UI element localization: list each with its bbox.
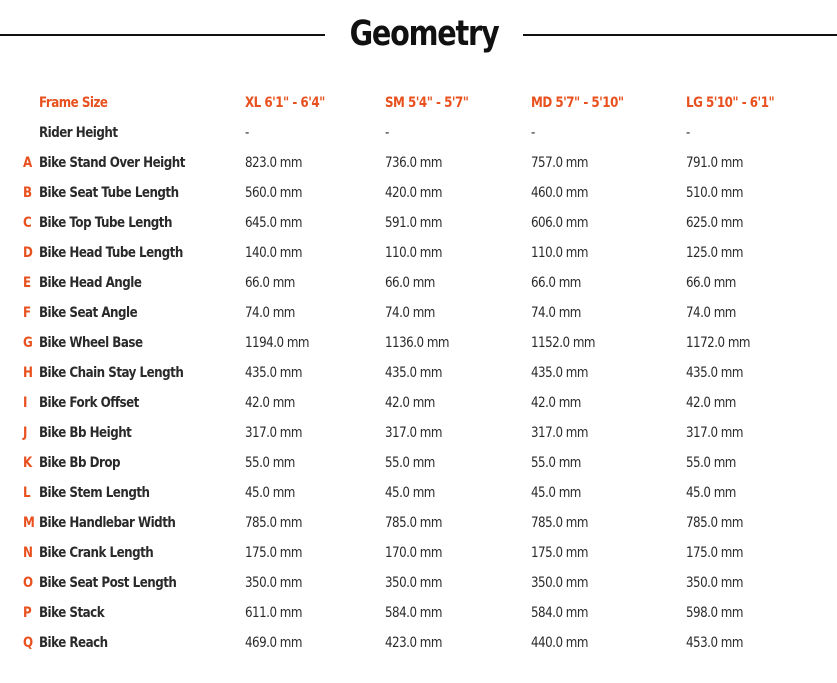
row-value: 66.0 mm [686,275,736,291]
table-row [0,148,837,178]
row-value: 45.0 mm [531,485,581,501]
row-value: 45.0 mm [385,485,435,501]
row-letter: J [23,425,27,441]
row-value: 1152.0 mm [531,335,596,351]
frame-size-label: Frame Size [39,95,108,111]
row-value: 611.0 mm [245,605,302,621]
table-header-row [0,88,837,118]
row-value: 823.0 mm [245,155,302,171]
row-value: 175.0 mm [686,545,743,561]
row-value: 140.0 mm [245,245,302,261]
row-value: 460.0 mm [531,185,588,201]
row-value: 423.0 mm [385,635,442,651]
table-row [0,118,837,148]
row-letter: O [23,575,33,591]
row-label: Bike Seat Tube Length [39,185,179,201]
row-value: - [531,125,535,141]
row-value: 350.0 mm [245,575,302,591]
row-letter: P [23,605,32,621]
table-row [0,478,837,508]
size-header-md: MD 5'7" - 5'10" [531,95,624,111]
table-row [0,268,837,298]
row-label: Bike Head Tube Length [39,245,183,261]
table-row [0,358,837,388]
row-letter: N [23,545,33,561]
row-value: 66.0 mm [385,275,435,291]
row-value: 74.0 mm [385,305,435,321]
row-value: 45.0 mm [686,485,736,501]
row-letter: C [23,215,32,231]
title-divider-right [523,34,837,36]
row-label: Bike Head Angle [39,275,142,291]
row-value: - [245,125,249,141]
row-label: Bike Crank Length [39,545,154,561]
row-value: 55.0 mm [245,455,295,471]
table-row [0,538,837,568]
row-label: Bike Stack [39,605,105,621]
row-value: 785.0 mm [385,515,442,531]
row-value: 785.0 mm [686,515,743,531]
row-value: 74.0 mm [686,305,736,321]
row-value: 350.0 mm [385,575,442,591]
row-value: 440.0 mm [531,635,588,651]
page-title: Geometry [349,14,499,54]
row-value: 45.0 mm [245,485,295,501]
row-value: 317.0 mm [385,425,442,441]
row-letter: I [23,395,27,411]
row-label: Rider Height [39,125,118,141]
row-value: 55.0 mm [686,455,736,471]
row-value: 42.0 mm [531,395,581,411]
row-label: Bike Seat Post Length [39,575,177,591]
row-value: 350.0 mm [531,575,588,591]
row-value: 791.0 mm [686,155,743,171]
row-value: 317.0 mm [531,425,588,441]
table-row [0,238,837,268]
row-label: Bike Bb Drop [39,455,121,471]
row-value: 66.0 mm [245,275,295,291]
row-value: 1136.0 mm [385,335,450,351]
table-row [0,178,837,208]
row-letter: M [23,515,35,531]
table-row [0,388,837,418]
row-value: 74.0 mm [531,305,581,321]
row-value: 55.0 mm [531,455,581,471]
row-value: 584.0 mm [385,605,442,621]
size-header-lg: LG 5'10" - 6'1" [686,95,775,111]
table-body [0,118,837,658]
row-value: - [385,125,389,141]
table-row [0,448,837,478]
row-letter: K [23,455,32,471]
row-letter: F [23,305,31,321]
row-value: 42.0 mm [385,395,435,411]
row-value: 175.0 mm [531,545,588,561]
row-label: Bike Seat Angle [39,305,138,321]
row-value: 317.0 mm [245,425,302,441]
row-value: 606.0 mm [531,215,588,231]
row-value: 785.0 mm [245,515,302,531]
row-letter: A [23,155,32,171]
row-value: 785.0 mm [531,515,588,531]
row-value: 584.0 mm [531,605,588,621]
row-value: 598.0 mm [686,605,743,621]
row-value: 42.0 mm [245,395,295,411]
size-header-sm: SM 5'4" - 5'7" [385,95,469,111]
table-row [0,568,837,598]
row-label: Bike Top Tube Length [39,215,172,231]
row-value: 736.0 mm [385,155,442,171]
row-value: 66.0 mm [531,275,581,291]
row-value: 350.0 mm [686,575,743,591]
geometry-title-bar [0,0,837,70]
row-value: 175.0 mm [245,545,302,561]
table-row [0,298,837,328]
row-letter: D [23,245,33,261]
row-value: 420.0 mm [385,185,442,201]
size-header-xl: XL 6'1" - 6'4" [245,95,325,111]
row-value: 110.0 mm [385,245,442,261]
row-label: Bike Bb Height [39,425,132,441]
row-letter: B [23,185,32,201]
row-label: Bike Fork Offset [39,395,139,411]
row-letter: G [23,335,33,351]
table-row [0,208,837,238]
row-letter: E [23,275,31,291]
row-value: 74.0 mm [245,305,295,321]
table-row [0,508,837,538]
title-divider-left [0,34,325,36]
row-value: 1194.0 mm [245,335,310,351]
row-value: - [686,125,690,141]
row-value: 55.0 mm [385,455,435,471]
row-value: 757.0 mm [531,155,588,171]
row-label: Bike Reach [39,635,108,651]
row-value: 510.0 mm [686,185,743,201]
row-letter: H [23,365,33,381]
table-row [0,598,837,628]
row-value: 560.0 mm [245,185,302,201]
row-label: Bike Handlebar Width [39,515,176,531]
row-value: 591.0 mm [385,215,442,231]
row-value: 435.0 mm [686,365,743,381]
row-label: Bike Wheel Base [39,335,143,351]
row-value: 170.0 mm [385,545,442,561]
row-value: 453.0 mm [686,635,743,651]
row-value: 625.0 mm [686,215,743,231]
row-label: Bike Chain Stay Length [39,365,184,381]
row-value: 42.0 mm [686,395,736,411]
row-value: 435.0 mm [531,365,588,381]
row-letter: L [23,485,31,501]
table-row [0,628,837,658]
table-row [0,328,837,358]
row-label: Bike Stand Over Height [39,155,185,171]
row-label: Bike Stem Length [39,485,150,501]
row-value: 1172.0 mm [686,335,751,351]
row-value: 435.0 mm [245,365,302,381]
row-value: 469.0 mm [245,635,302,651]
table-row [0,418,837,448]
geometry-table [0,88,837,658]
row-value: 125.0 mm [686,245,743,261]
row-value: 110.0 mm [531,245,588,261]
row-value: 645.0 mm [245,215,302,231]
row-value: 435.0 mm [385,365,442,381]
row-letter: Q [23,635,33,651]
row-value: 317.0 mm [686,425,743,441]
